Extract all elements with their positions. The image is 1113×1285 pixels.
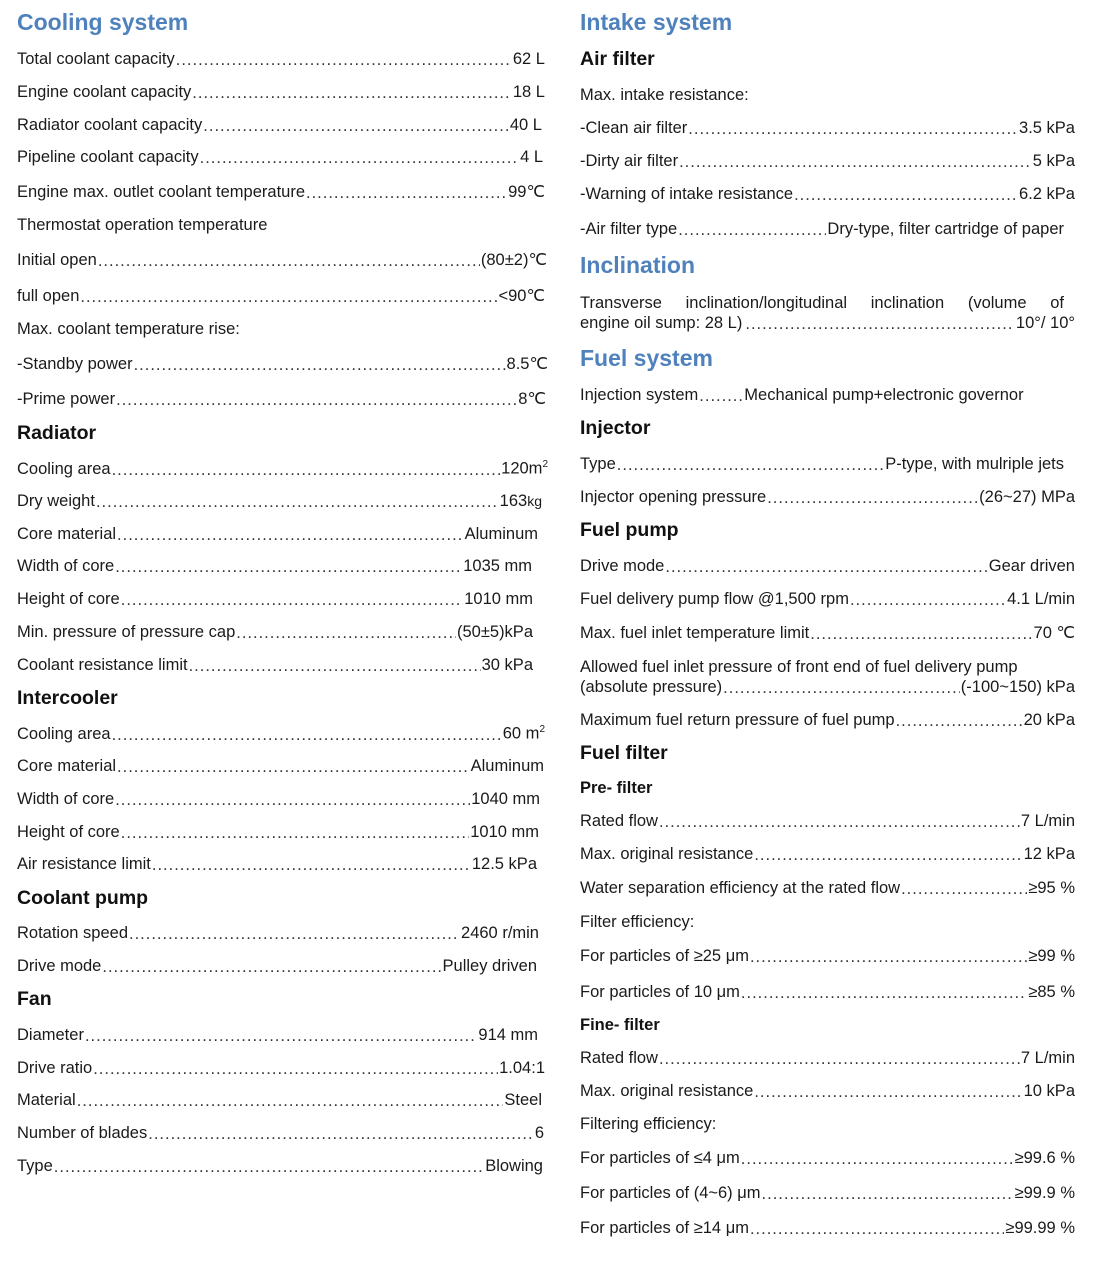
dot-leader xyxy=(699,387,743,407)
spec-label: Engine max. outlet coolant temperature xyxy=(17,183,306,201)
dot-leader xyxy=(102,958,441,978)
spec-value: ≥85 % xyxy=(1028,983,1075,1001)
spec-value: 163kg xyxy=(499,492,542,510)
spec-value: 12 kPa xyxy=(1023,845,1075,863)
dot-leader xyxy=(678,221,826,241)
spec-value: <90℃ xyxy=(498,287,545,305)
dot-leader xyxy=(750,1220,1004,1240)
spec-label: Water separation efficiency at the rated flow xyxy=(580,879,901,897)
spec-label: Diameter xyxy=(17,1026,84,1044)
inclination-paragraph xyxy=(580,293,1075,333)
dot-leader xyxy=(152,856,471,876)
dot-leader xyxy=(203,117,509,137)
spec-value: ≥99.9 % xyxy=(1014,1184,1075,1202)
spec-label: Max. original resistance xyxy=(580,845,754,863)
spec-value: 30 kPa xyxy=(481,656,533,674)
dot-leader xyxy=(93,1060,498,1080)
spec-label: Drive ratio xyxy=(17,1059,93,1077)
water-separation-row xyxy=(580,879,1075,899)
temperature-rise-label: Max. coolant temperature rise: xyxy=(17,320,240,338)
dot-leader xyxy=(741,984,1027,1004)
spec-value: 1.04:1 xyxy=(499,1059,545,1077)
spec-value: P-type, with mulriple jets xyxy=(885,455,1064,473)
dot-leader xyxy=(754,1083,1022,1103)
spec-value: Blowing xyxy=(485,1157,543,1175)
fan-material-row xyxy=(17,1091,542,1111)
spec-label: Max. fuel inlet temperature limit xyxy=(580,624,810,642)
spec-value: 3.5 kPa xyxy=(1019,119,1075,137)
radiator-coolant-capacity-row xyxy=(17,116,542,136)
spec-label: Type xyxy=(580,455,616,473)
dot-leader xyxy=(117,526,464,546)
dot-leader xyxy=(54,1158,484,1178)
spec-value: Pulley driven xyxy=(442,957,537,975)
intake-system-heading: Intake system xyxy=(580,9,733,35)
intercooler-cooling-area-row xyxy=(17,724,545,745)
dot-leader xyxy=(659,1050,1020,1070)
spec-label: Coolant resistance limit xyxy=(17,656,188,674)
min-pressure-cap-row xyxy=(17,623,533,643)
spec-value: Mechanical pump+electronic governor xyxy=(744,386,1024,404)
spec-label: Rated flow xyxy=(580,812,658,830)
spec-value: Aluminum xyxy=(470,757,544,775)
pipeline-coolant-capacity-row xyxy=(17,148,543,168)
full-open-row xyxy=(17,286,545,307)
spec-label: Height of core xyxy=(17,823,120,841)
dot-leader xyxy=(85,1027,477,1047)
spec-value: 99℃ xyxy=(508,183,545,201)
coolant-resistance-row xyxy=(17,656,533,676)
thermostat-label: Thermostat operation temperature xyxy=(17,216,268,234)
fan-drive-ratio-row xyxy=(17,1059,545,1079)
spec-value: Gear driven xyxy=(988,557,1075,575)
delivery-pump-flow-row xyxy=(580,590,1075,610)
spec-value: 8.5℃ xyxy=(506,355,548,373)
intercooler-core-material-row xyxy=(17,757,544,777)
spec-label: Width of core xyxy=(17,557,115,575)
spec-value: 1040 mm xyxy=(471,790,540,808)
rotation-speed-row xyxy=(17,924,539,944)
max-outlet-temperature-row xyxy=(17,182,545,203)
spec-label: Dry weight xyxy=(17,492,95,510)
spec-value: 914 mm xyxy=(478,1026,538,1044)
dot-leader xyxy=(896,712,1023,732)
dot-leader xyxy=(723,678,960,698)
fine-filter-rated-flow-row xyxy=(580,1049,1075,1069)
spec-label: Pipeline coolant capacity xyxy=(17,148,199,166)
spec-label: Initial open xyxy=(17,251,97,269)
dot-leader xyxy=(192,84,512,104)
filter-efficiency-label: Filter efficiency: xyxy=(580,913,695,931)
dot-leader xyxy=(121,824,469,844)
dot-leader xyxy=(850,591,1006,611)
spec-value: 12.5 kPa xyxy=(471,855,537,873)
spec-label: For particles of (4~6) μm xyxy=(580,1184,761,1202)
pre-filter-resistance-row xyxy=(580,845,1075,865)
spec-value: 1035 mm xyxy=(463,557,532,575)
spec-value: 8℃ xyxy=(518,390,546,408)
spec-label: Injector opening pressure xyxy=(580,488,767,506)
spec-label: Maximum fuel return pressure of fuel pump xyxy=(580,711,895,729)
dot-leader xyxy=(810,625,1032,645)
spec-label: For particles of ≥14 μm xyxy=(580,1219,749,1237)
spec-label: -Air filter type xyxy=(580,220,678,238)
dot-leader xyxy=(98,252,480,272)
spec-label: full open xyxy=(17,287,80,305)
inclination-line-2: engine oil sump: 28 L) ..... 10°/ 10° xyxy=(580,313,1075,333)
spec-value: 4.1 L/min xyxy=(1007,590,1075,608)
spec-value: Aluminum xyxy=(464,525,538,543)
dot-leader xyxy=(189,657,481,677)
filtering-efficiency-label: Filtering efficiency: xyxy=(580,1115,717,1133)
intercooler-height-row xyxy=(17,823,539,843)
air-filter-type-row xyxy=(580,220,1064,240)
fan-diameter-row xyxy=(17,1026,538,1046)
air-resistance-row xyxy=(17,855,537,875)
air-filter-heading: Air filter xyxy=(580,48,655,70)
dot-leader xyxy=(741,1150,1014,1170)
fan-heading: Fan xyxy=(17,988,52,1010)
radiator-cooling-area-row xyxy=(17,459,548,480)
spec-label: Material xyxy=(17,1091,76,1109)
fuel-pump-heading: Fuel pump xyxy=(580,519,679,541)
spec-label: Radiator coolant capacity xyxy=(17,116,203,134)
dot-leader xyxy=(112,461,501,481)
coolant-pump-heading: Coolant pump xyxy=(17,887,149,909)
dot-leader xyxy=(115,558,462,578)
spec-value: Steel xyxy=(504,1091,542,1109)
spec-label: Air resistance limit xyxy=(17,855,151,873)
pre-filter-heading: Pre- filter xyxy=(580,779,653,797)
dot-leader xyxy=(115,791,470,811)
prime-power-row xyxy=(17,389,546,410)
spec-value: ≥99.99 % xyxy=(1005,1219,1075,1237)
dot-leader xyxy=(77,1092,504,1112)
radiator-width-row xyxy=(17,557,532,577)
intercooler-heading: Intercooler xyxy=(17,687,118,709)
spec-label: For particles of ≤4 μm xyxy=(580,1149,740,1167)
spec-value: ≥95 % xyxy=(1028,879,1075,897)
spec-label: Drive mode xyxy=(580,557,665,575)
dot-leader xyxy=(112,726,502,746)
spec-label: Cooling area xyxy=(17,459,111,478)
inlet-pressure-paragraph xyxy=(580,657,1075,697)
spec-value: ≥99 % xyxy=(1028,947,1075,965)
dot-leader xyxy=(762,1185,1014,1205)
cooling-system-heading: Cooling system xyxy=(17,9,189,35)
fuel-system-heading: Fuel system xyxy=(580,345,713,371)
spec-label: Engine coolant capacity xyxy=(17,83,192,101)
dot-leader xyxy=(236,624,456,644)
fine-filter-heading: Fine- filter xyxy=(580,1016,660,1034)
dot-leader xyxy=(617,456,884,476)
spec-value: 18 L xyxy=(512,83,545,101)
spec-label: Min. pressure of pressure cap xyxy=(17,623,236,641)
spec-value: 7 L/min xyxy=(1020,812,1075,830)
dot-leader xyxy=(659,813,1020,833)
spec-label: Rotation speed xyxy=(17,924,128,942)
injector-type-row xyxy=(580,455,1064,475)
fine-filter-resistance-row xyxy=(580,1082,1075,1102)
fuel-filter-heading: Fuel filter xyxy=(580,742,668,764)
spec-value: 1010 mm xyxy=(464,590,533,608)
dot-leader xyxy=(679,153,1032,173)
spec-label: -Warning of intake resistance xyxy=(580,185,794,203)
initial-open-row xyxy=(17,250,547,271)
intercooler-width-row xyxy=(17,790,540,810)
spec-value: 20 kPa xyxy=(1023,711,1075,729)
spec-value: Dry-type, filter cartridge of paper xyxy=(827,220,1064,238)
intake-warning-row xyxy=(580,185,1075,205)
radiator-height-row xyxy=(17,590,533,610)
dirty-air-filter-row xyxy=(580,152,1075,172)
spec-value: ≥99.6 % xyxy=(1014,1149,1075,1167)
spec-value: (26~27) MPa xyxy=(979,488,1075,506)
pump-drive-mode-row xyxy=(17,957,537,977)
spec-label: Max. original resistance xyxy=(580,1082,754,1100)
spec-value: $120m^2$ xyxy=(501,459,548,478)
inlet-temperature-row xyxy=(580,623,1075,644)
dot-leader xyxy=(116,391,517,411)
spec-value: 1010 mm xyxy=(470,823,539,841)
pre-particles-25-row xyxy=(580,947,1075,967)
spec-label: For particles of 10 μm xyxy=(580,983,740,1001)
pre-particles-10-row xyxy=(580,983,1075,1003)
dot-leader xyxy=(176,51,512,71)
fuel-pump-drive-row xyxy=(580,557,1075,577)
spec-label: Injection system xyxy=(580,386,699,404)
dot-leader xyxy=(80,288,497,308)
dot-leader xyxy=(148,1125,534,1145)
dot-leader xyxy=(96,493,499,513)
spec-label: Fuel delivery pump flow @1,500 rpm xyxy=(580,590,849,608)
clean-air-filter-row xyxy=(580,119,1075,139)
spec-value: 5 kPa xyxy=(1032,152,1075,170)
fine-particles-4-row xyxy=(580,1149,1075,1169)
spec-label: -Clean air filter xyxy=(580,119,688,137)
radiator-core-material-row xyxy=(17,525,538,545)
dot-leader xyxy=(754,846,1022,866)
spec-label: -Dirty air filter xyxy=(580,152,679,170)
dot-leader xyxy=(665,558,987,578)
spec-value: 4 L xyxy=(520,148,543,166)
spec-value: (50±5)kPa xyxy=(456,623,533,641)
inclination-heading: Inclination xyxy=(580,252,695,278)
spec-value: 7 L/min xyxy=(1020,1049,1075,1067)
spec-value: 6.2 kPa xyxy=(1019,185,1075,203)
dot-leader xyxy=(306,184,507,204)
inclination-line-1: Transverse inclination/longitudinal inclination (volume of xyxy=(580,294,1064,312)
fine-particles-4-6-row xyxy=(580,1184,1075,1204)
dot-leader xyxy=(200,149,519,169)
dot-leader xyxy=(117,758,470,778)
spec-value: 70 ℃ xyxy=(1033,624,1075,642)
dot-leader xyxy=(767,489,978,509)
fine-particles-14-row xyxy=(580,1219,1075,1239)
dot-leader xyxy=(134,356,506,376)
injector-pressure-row xyxy=(580,488,1075,508)
spec-value: 6 xyxy=(534,1124,544,1142)
dot-leader xyxy=(745,314,1013,334)
inlet-pressure-line-2: (absolute pressure) ..... (-100~150) kPa xyxy=(580,677,1075,697)
fuel-return-pressure-row xyxy=(580,711,1075,731)
spec-label: Width of core xyxy=(17,790,115,808)
spec-label: Total coolant capacity xyxy=(17,50,175,68)
pre-filter-rated-flow-row xyxy=(580,812,1075,832)
spec-label: Drive mode xyxy=(17,957,102,975)
dot-leader xyxy=(794,186,1018,206)
fan-blades-row xyxy=(17,1124,544,1144)
dot-leader xyxy=(901,880,1027,900)
dot-leader xyxy=(688,120,1018,140)
spec-value: 2460 r/min xyxy=(461,924,539,942)
total-coolant-capacity-row xyxy=(17,50,545,70)
spec-label: Rated flow xyxy=(580,1049,658,1067)
radiator-heading: Radiator xyxy=(17,422,97,444)
spec-label: Cooling area xyxy=(17,724,111,743)
max-intake-resistance-label: Max. intake resistance: xyxy=(580,86,749,104)
dot-leader xyxy=(129,925,460,945)
engine-coolant-capacity-row xyxy=(17,83,545,103)
injection-system-row xyxy=(580,386,1060,406)
spec-label: Number of blades xyxy=(17,1124,148,1142)
spec-label: -Standby power xyxy=(17,355,133,373)
standby-power-row xyxy=(17,354,548,375)
spec-label: -Prime power xyxy=(17,390,116,408)
inlet-pressure-line-1: Allowed fuel inlet pressure of front end of fuel delivery pump xyxy=(580,658,1018,676)
spec-label: Height of core xyxy=(17,590,120,608)
spec-label: Core material xyxy=(17,757,117,775)
radiator-dry-weight-row xyxy=(17,492,542,512)
spec-label: For particles of ≥25 μm xyxy=(580,947,749,965)
spec-value: 10 kPa xyxy=(1023,1082,1075,1100)
spec-label: Core material xyxy=(17,525,117,543)
spec-value: (80±2)℃ xyxy=(480,251,547,269)
dot-leader xyxy=(750,948,1027,968)
spec-value: 62 L xyxy=(512,50,545,68)
spec-label: Type xyxy=(17,1157,53,1175)
spec-value: 40 L xyxy=(509,116,542,134)
fan-type-row xyxy=(17,1157,543,1177)
dot-leader xyxy=(121,591,463,611)
spec-value: 60 $m^2$ xyxy=(502,724,545,743)
injector-heading: Injector xyxy=(580,417,651,439)
